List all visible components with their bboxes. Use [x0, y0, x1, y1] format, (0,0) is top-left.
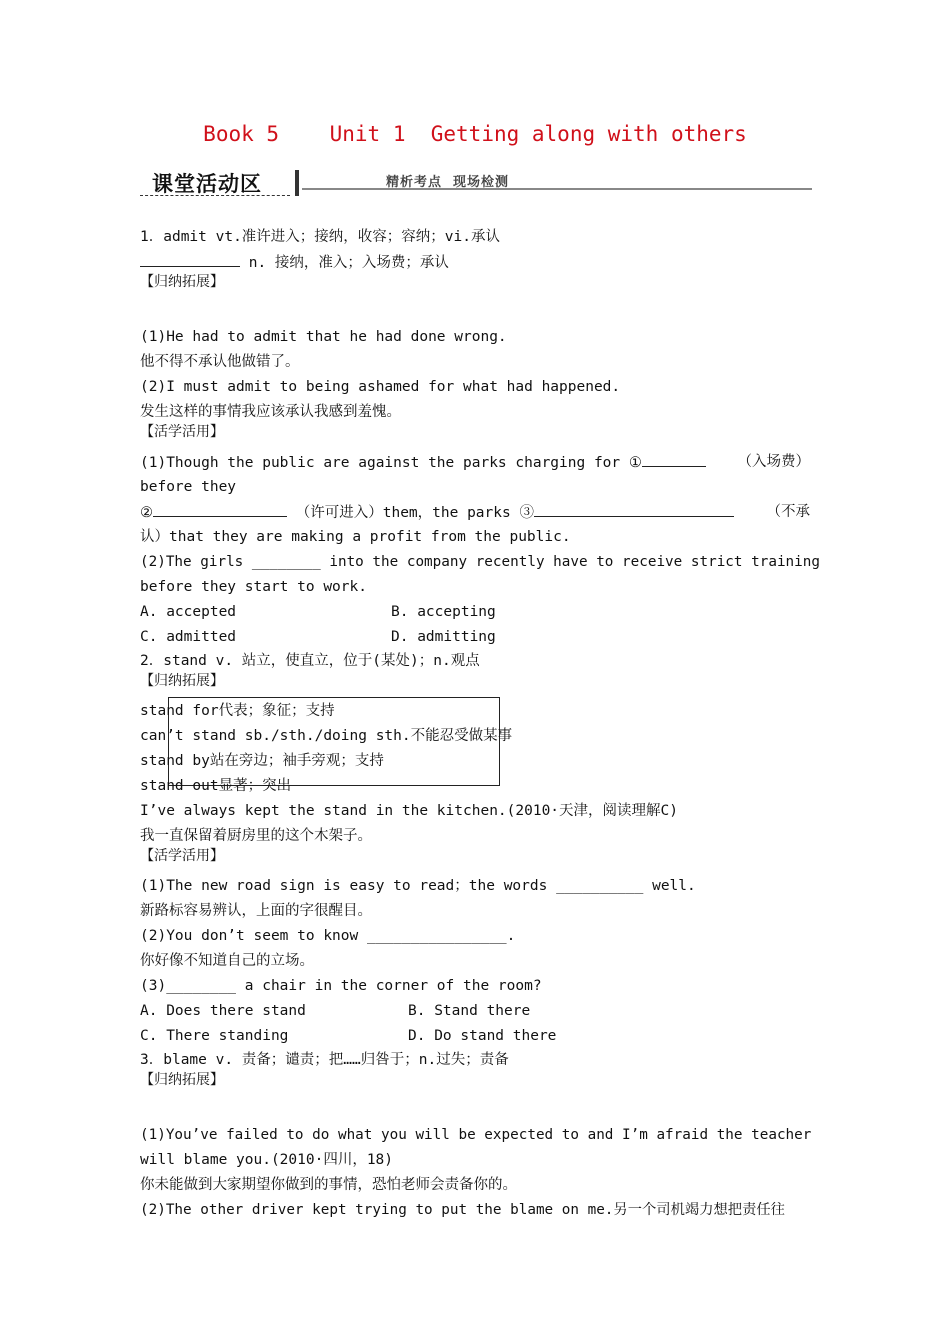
option-d[interactable]: D. Do stand there — [408, 1028, 557, 1044]
s2-ex-cn: 我一直保留着厨房里的这个木架子。 — [140, 828, 372, 844]
option-c[interactable]: C. There standing — [140, 1028, 289, 1044]
s1-q1-line-b: before they — [140, 479, 237, 495]
s2-use-label: 【活学活用】 — [140, 848, 224, 864]
s2-phrase-4: stand out显著；突出 — [140, 778, 292, 794]
s2-phrase-3: stand by站在旁边；袖手旁观；支持 — [140, 753, 384, 769]
s2-q1-cn: 新路标容易辨认，上面的字很醒目。 — [140, 903, 372, 919]
s2-ex-en: I’ve always kept the stand in the kitchen.(2010·天津，阅读理解C) — [140, 803, 678, 819]
s1-ex2-en: (2)I must admit to being ashamed for what had happened. — [140, 379, 621, 395]
s1-options-row-2 — [140, 627, 810, 647]
s2-phrase-1: stand for代表；象征；支持 — [140, 703, 335, 719]
banner-rule — [302, 188, 812, 190]
s1-ex1-en: (1)He had to admit that he had done wrong. — [140, 329, 507, 345]
s2-heading: 2．stand v. 站立，使直立，位于(某处)；n.观点 — [140, 653, 480, 669]
s3-ex1-cn: 你未能做到大家期望你做到的事情，恐怕老师会责备你的。 — [140, 1177, 517, 1193]
s1-noun-line: n. 接纳，准入；入场费；承认 — [140, 252, 449, 273]
s1-q1-line-d: 认）that they are making a profit from the public. — [140, 529, 571, 545]
option-a[interactable]: A. Does there stand — [140, 1003, 306, 1019]
s2-ext-label: 【归纳拓展】 — [140, 673, 224, 689]
page-title: Book 5 Unit 1 Getting along with others — [203, 122, 747, 146]
s1-options-row-1 — [140, 602, 810, 622]
s1-q1-line-a: (1)Though the public are against the parks charging for ① （入场费） — [140, 454, 810, 471]
banner-divider-bar — [295, 170, 299, 196]
s1-heading: 1．admit vt.准许进入；接纳，收容；容纳；vi.承认 — [140, 229, 500, 245]
s1-ext-label: 【归纳拓展】 — [140, 274, 224, 290]
section-banner — [140, 166, 812, 200]
s2-q3: (3)________ a chair in the corner of the room? — [140, 978, 542, 994]
banner-dash-line — [140, 195, 290, 196]
option-a[interactable]: A. accepted — [140, 604, 237, 620]
s1-use-label: 【活学活用】 — [140, 424, 224, 440]
s3-ex2: (2)The other driver kept trying to put the blame on me.另一个司机竭力想把责任往 — [140, 1202, 785, 1218]
s1-ex1-cn: 他不得不承认他做错了。 — [140, 354, 300, 370]
s1-q2-line-b: before they start to work. — [140, 579, 367, 595]
s3-ex1-line-b: will blame you.(2010·四川，18) — [140, 1152, 394, 1168]
answer-blank[interactable] — [642, 452, 706, 467]
s1-q1-line-c: ② （许可进入）them，the parks ③ （不承 — [140, 504, 810, 521]
s2-options-row-1 — [140, 1001, 810, 1021]
s1-q2-line-a: (2)The girls ________ into the company recently have to receive strict training — [140, 554, 820, 570]
option-d[interactable]: D. admitting — [391, 629, 496, 645]
s3-ext-label: 【归纳拓展】 — [140, 1072, 224, 1088]
answer-blank[interactable] — [153, 502, 287, 517]
banner-subtitle: 精析考点 现场检测 — [386, 175, 510, 190]
answer-blank[interactable] — [534, 502, 734, 517]
s2-options-row-2 — [140, 1026, 810, 1046]
s3-ex1-line-a: (1)You’ve failed to do what you will be expected to and I’m afraid the teacher — [140, 1127, 812, 1143]
s3-heading: 3．blame v. 责备；谴责；把……归咎于；n.过失；责备 — [140, 1052, 509, 1068]
answer-blank[interactable] — [140, 252, 240, 267]
s2-q1-en: (1)The new road sign is easy to read；the words __________ well. — [140, 878, 696, 894]
s2-q2-en: (2)You don’t seem to know ________________. — [140, 928, 516, 944]
banner-title: 课堂活动区 — [152, 172, 262, 196]
s2-phrase-2: can’t stand sb./sth./doing sth.不能忍受做某事 — [140, 728, 513, 744]
option-b[interactable]: B. accepting — [391, 604, 496, 620]
option-c[interactable]: C. admitted — [140, 629, 237, 645]
s1-ex2-cn: 发生这样的事情我应该承认我感到羞愧。 — [140, 404, 401, 420]
s2-q2-cn: 你好像不知道自己的立场。 — [140, 953, 314, 969]
option-b[interactable]: B. Stand there — [408, 1003, 531, 1019]
